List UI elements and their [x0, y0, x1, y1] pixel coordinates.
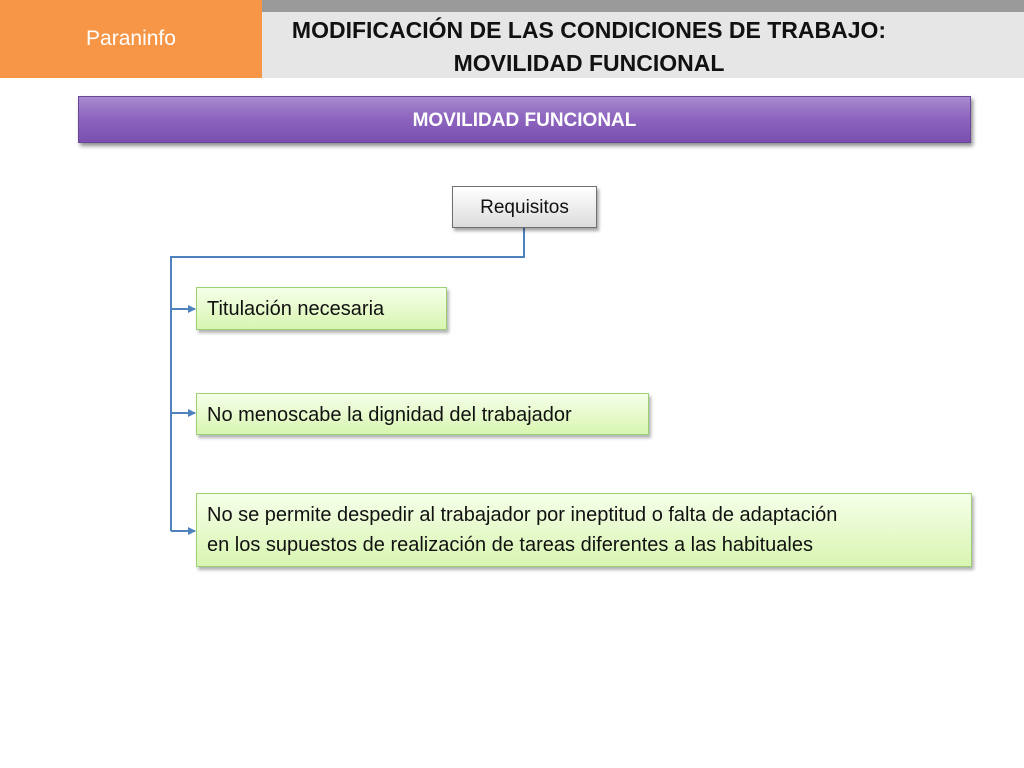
brand-label: Paraninfo [86, 27, 176, 50]
item-node-despido-line2: en los supuestos de realización de tareas diferentes a las habituales [207, 534, 813, 556]
item-node-dignidad: No menoscabe la dignidad del trabajador [196, 393, 649, 435]
item-node-despido-line1: No se permite despedir al trabajador por ineptitud o falta de adaptación [207, 504, 838, 526]
item-node-titulacion: Titulación necesaria [196, 287, 447, 330]
item-node-despido [196, 493, 972, 567]
root-node-requisitos: Requisitos [452, 186, 597, 228]
section-banner: MOVILIDAD FUNCIONAL [78, 96, 971, 143]
slide-title-line1: MODIFICACIÓN DE LAS CONDICIONES DE TRABAJO: [291, 17, 887, 43]
slide-title-line2: MOVILIDAD FUNCIONAL [453, 50, 725, 76]
connector-trunk [171, 228, 524, 531]
